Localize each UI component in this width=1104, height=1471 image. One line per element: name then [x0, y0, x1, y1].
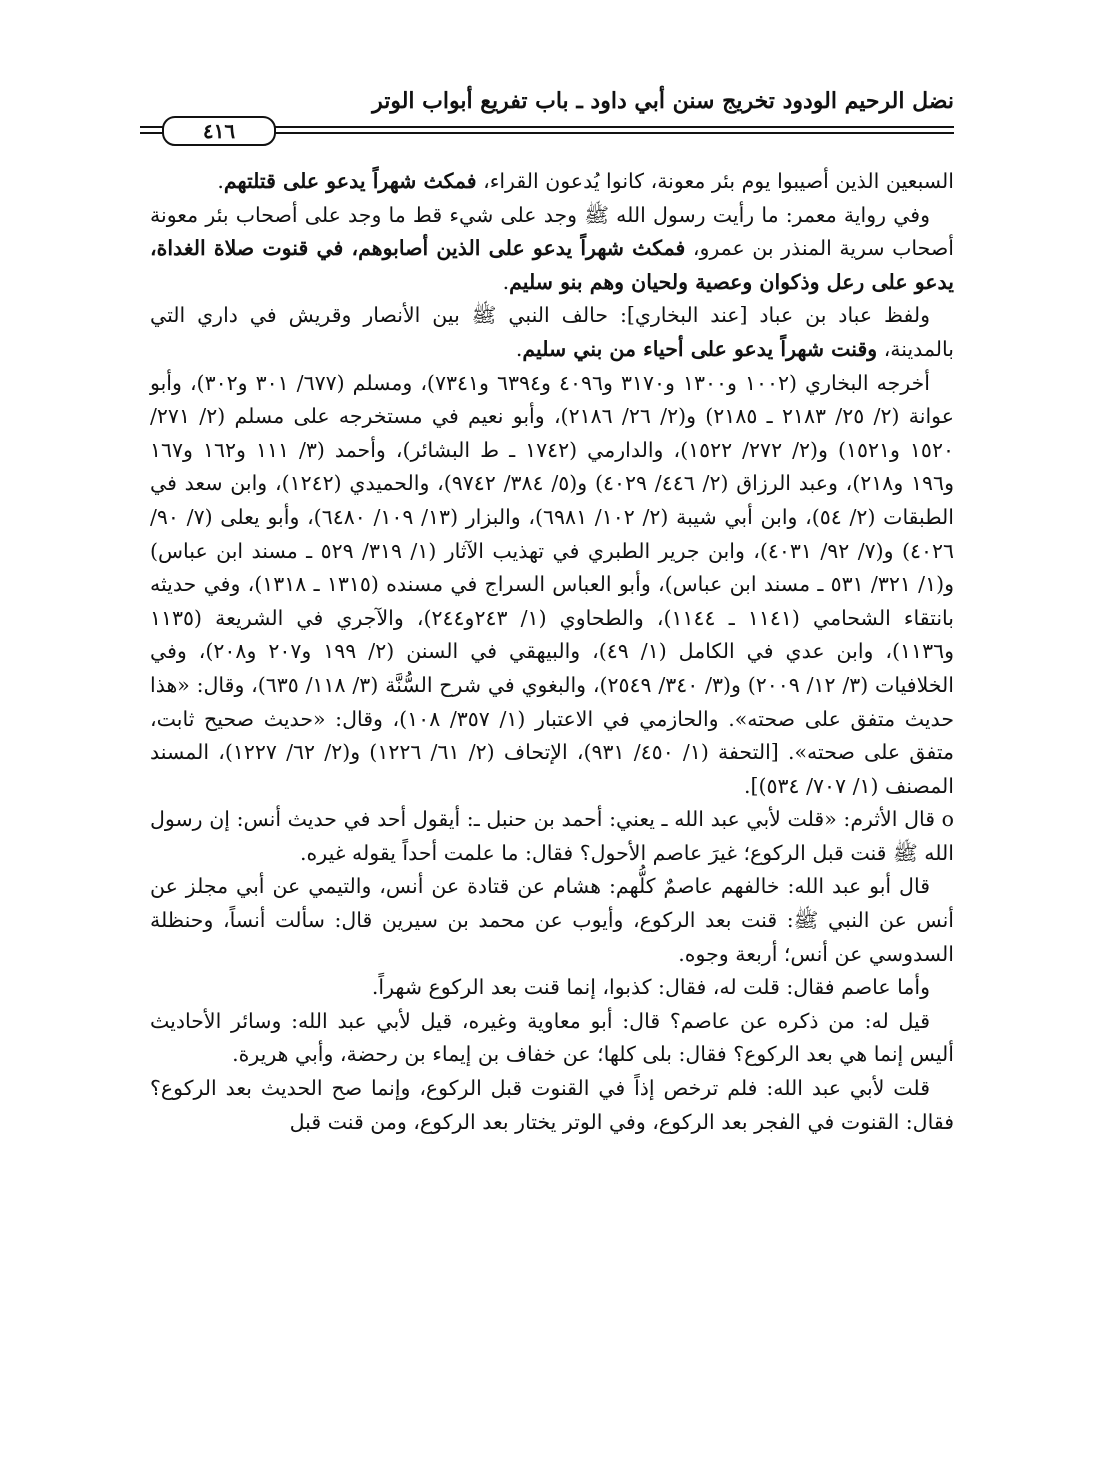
text-run: ولفظ عباد بن عباد [عند البخاري]: حالف النبي ﷺ بين الأنصار وقريش في داري التي بالمدينة،: [150, 303, 954, 361]
page-number-badge: [162, 116, 276, 146]
bold-text: فمكث شهراً يدعو على قتلتهم: [223, 169, 477, 193]
header-title: نضل الرحيم الودود تخريج سنن أبي داود ـ باب تفريع أبواب الوتر: [372, 88, 954, 114]
text-run: أخرجه البخاري (١٠٠٢ و١٣٠٠ و٣١٧٠ و٤٠٩٦ و٦٣٩٤ و٧٣٤١)، ومسلم (٦٧٧/ ٣٠١ و٣٠٢)، وأبو عوانة (٢/ ٢٥/ ٢١٨٣ ـ ٢١٨٥) و(٢/ ٢٦/ ٢١٨٦)، وأبو نعيم في مستخرجه على مسلم (٢/ ٢٧١/ ١٥٢٠ و١٥٢١) و(٢/ ٢٧٢/ ١٥٢٢)، والدارمي (١٧٤٢ ـ ط البشائر)، وأحمد (٣/ ١١١ و١٦٢ و١٦٧ و١٩٦ و٢١٨)، وعبد الرزاق (٢/ ٤٤٦/ ٤٠٢٩) و(٥/ ٣٨٤/ ٩٧٤٢)، والحميدي (١٢٤٢)، وابن سعد في الطبقات (٢/ ٥٤)، وابن أبي شيبة (٢/ ١٠٢/ ٦٩٨١)، والبزار (١٣/ ١٠٩/ ٦٤٨٠)، وأبو يعلى (٧/ ٩٠/ ٤٠٢٦) و(٧/ ٩٢/ ٤٠٣١)، وابن جرير الطبري في تهذيب الآثار (١/ ٣١٩/ ٥٢٩ ـ مسند ابن عباس) و(١/ ٣٢١/ ٥٣١ ـ مسند ابن عباس)، وأبو العباس السراج في مسنده (١٣١٥ ـ ١٣١٨)، وفي حديثه بانتقاء الشحامي (١١٤١ ـ ١١٤٤)، والطحاوي (١/ ٢٤٣و٢٤٤)، والآجري في الشريعة (١١٣٥ و١١٣٦)، وابن عدي في الكامل (١/ ٤٩)، والبيهقي في السنن (٢/ ١٩٩ و٢٠٧ و٢٠٨)، وفي الخلافيات (٣/ ١٢/ ٢٠٠٩) و(٣/ ٣٤٠/ ٢٥٤٩)، والبغوي في شرح السُّنَّة (٣/ ١١٨/ ٦٣٥)، وقال: «هذا حديث متفق على صحته». والحازمي في الاعتبار (١/ ٣٥٧/ ١٠٨)، وقال: «حديث صحيح ثابت، متفق على صحته». [التحفة (١/ ٤٥٠/ ٩٣١)، الإتحاف (٢/ ٦١/ ١٢٢٦) و(٢/ ٦٢/ ١٢٢٧)، المسند المصنف (١/ ٧٠٧/ ٥٣٤)].: [150, 370, 955, 798]
text-run: قال أبو عبد الله: خالفهم عاصمٌ كلُّهم: هشام عن قتادة عن أنس، والتيمي عن أبي مجلز عن أنس عن النبي ﷺ: قنت بعد الركوع، وأيوب عن محمد بن سيرين قال: سألت أنساً، وحنظلة السدوسي عن أنس؛ أربعة وجوه.: [150, 874, 954, 966]
text-run: قلت لأبي عبد الله: فلم ترخص إذاً في القنوت قبل الركوع، وإنما صح الحديث بعد الركوع؟ فقال: القنوت في الفجر بعد الركوع، وفي الوتر يختار بعد الركوع، ومن قنت قبل: [150, 1076, 954, 1134]
bold-text: وقنت شهراً يدعو على أحياء من بني سليم: [522, 336, 878, 361]
text-run: .: [217, 169, 224, 193]
paragraph: [150, 299, 954, 366]
paragraph: [150, 165, 954, 199]
paragraph: [150, 803, 954, 870]
text-run: وأما عاصم فقال: قلت له، فقال: كذبوا، إنما قنت بعد الركوع شهراً.: [371, 975, 930, 1000]
running-header: [140, 86, 954, 146]
text-run: السبعين الذين أصيبوا يوم بئر معونة، كانوا يُدعون القراء،: [476, 169, 954, 193]
text-run: .: [502, 269, 510, 294]
text-run: o قال الأثرم: «قلت لأبي عبد الله ـ يعني: أحمد بن حنبل ـ: أيقول أحد في حديث أنس: إن رسول الله ﷺ قنت قبل الركوع؛ غيرَ عاصم الأحول؟ فقال: ما علمت أحداً يقوله غيره.: [150, 807, 954, 865]
paragraph: [150, 971, 954, 1005]
paragraph: [150, 1005, 954, 1072]
paragraph: [150, 870, 954, 971]
page-body-text: [150, 165, 954, 1139]
bold-text: فمكث شهراً يدعو على الذين أصابوهم، في قنوت صلاة الغداة، يدعو على رعل وذكوان وعصية ولحيان وهم بنو سليم: [150, 236, 954, 294]
text-run: .: [515, 336, 523, 361]
paragraph: [150, 199, 954, 300]
paragraph: [150, 367, 954, 804]
text-run: قيل له: من ذكره عن عاصم؟ قال: أبو معاوية وغيره، قيل لأبي عبد الله: وسائر الأحاديث أليس إنما هي بعد الركوع؟ فقال: بلى كلها؛ عن خفاف بن إيماء بن رحضة، وأبي هريرة.: [150, 1008, 954, 1067]
page-number: ٤١٦: [202, 119, 236, 143]
paragraph: [150, 1072, 954, 1139]
text-run: وفي رواية معمر: ما رأيت رسول الله ﷺ وجد على شيء قط ما وجد على أصحاب بئر معونة أصحاب سرية المنذر بن عمرو،: [150, 202, 954, 261]
